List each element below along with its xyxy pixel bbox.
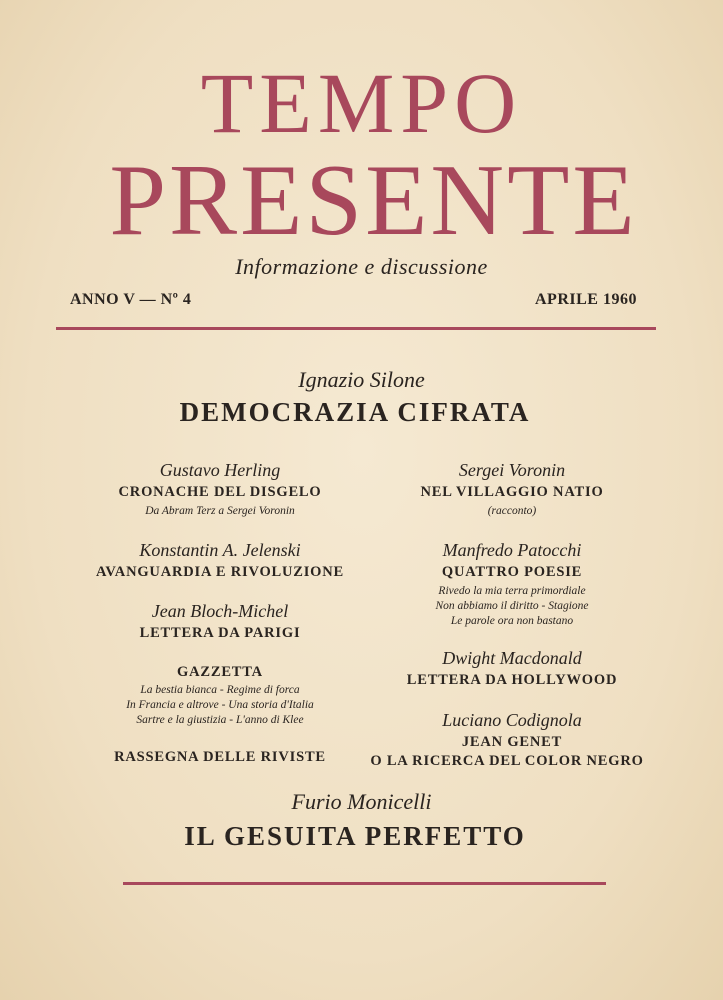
masthead-subtitle: Informazione e discussione xyxy=(235,254,488,279)
right-article-1 xyxy=(362,460,662,519)
article-author: Jean Bloch-Michel xyxy=(151,601,289,621)
left-article-2 xyxy=(70,540,370,581)
top-rule xyxy=(56,327,656,330)
article-title: NEL VILLAGGIO NATIO xyxy=(420,484,604,500)
left-article-1 xyxy=(70,460,370,519)
right-article-3 xyxy=(362,648,662,689)
masthead-title-line2: PRESENTE xyxy=(109,144,638,257)
section-note: La bestia bianca - Regime di forca xyxy=(140,684,300,696)
article-note: Rivedo la mia terra primordiale xyxy=(438,585,586,597)
bottom-rule xyxy=(123,882,606,885)
article-author: Gustavo Herling xyxy=(159,460,281,480)
closing-title: IL GESUITA PERFETTO xyxy=(184,821,526,851)
article-note: (racconto) xyxy=(487,505,537,517)
article-note: Da Abram Terz a Sergei Voronin xyxy=(145,505,295,517)
article-title: LETTERA DA HOLLYWOOD xyxy=(406,672,618,688)
issue-number: ANNO V — Nº 4 xyxy=(70,291,192,308)
section-note: Sartre e la giustizia - L'anno di Klee xyxy=(136,714,304,726)
section-title: GAZZETTA xyxy=(177,664,263,680)
section-note: In Francia e altrove - Una storia d'Italia xyxy=(126,699,314,711)
article-title: JEAN GENET xyxy=(461,734,563,750)
left-gazzetta xyxy=(70,664,370,728)
left-rassegna xyxy=(70,749,370,766)
article-note: Non abbiamo il diritto - Stagione xyxy=(435,600,589,612)
lead-title: DEMOCRAZIA CIFRATA xyxy=(179,397,531,427)
article-note: Le parole ora non bastano xyxy=(450,615,574,627)
article-title: CRONACHE DEL DISGELO xyxy=(118,484,322,500)
lead-author: Ignazio Silone xyxy=(298,367,425,392)
article-title: LETTERA DA PARIGI xyxy=(139,625,301,641)
right-article-4 xyxy=(362,710,662,770)
issue-date: APRILE 1960 xyxy=(535,291,637,308)
article-author: Konstantin A. Jelenski xyxy=(139,540,301,560)
left-article-3 xyxy=(70,601,370,642)
right-article-2 xyxy=(362,540,662,629)
article-title: O LA RICERCA DEL COLOR NEGRO xyxy=(370,753,644,769)
closing-author: Furio Monicelli xyxy=(291,789,432,814)
masthead-title-line1: TEMPO xyxy=(200,55,523,151)
article-title: AVANGUARDIA E RIVOLUZIONE xyxy=(96,564,344,580)
article-title: QUATTRO POESIE xyxy=(441,564,583,580)
article-author: Dwight Macdonald xyxy=(442,648,582,668)
article-author: Luciano Codignola xyxy=(442,710,582,730)
section-title: RASSEGNA DELLE RIVISTE xyxy=(114,749,326,765)
article-author: Sergei Voronin xyxy=(458,460,566,480)
article-author: Manfredo Patocchi xyxy=(442,540,582,560)
